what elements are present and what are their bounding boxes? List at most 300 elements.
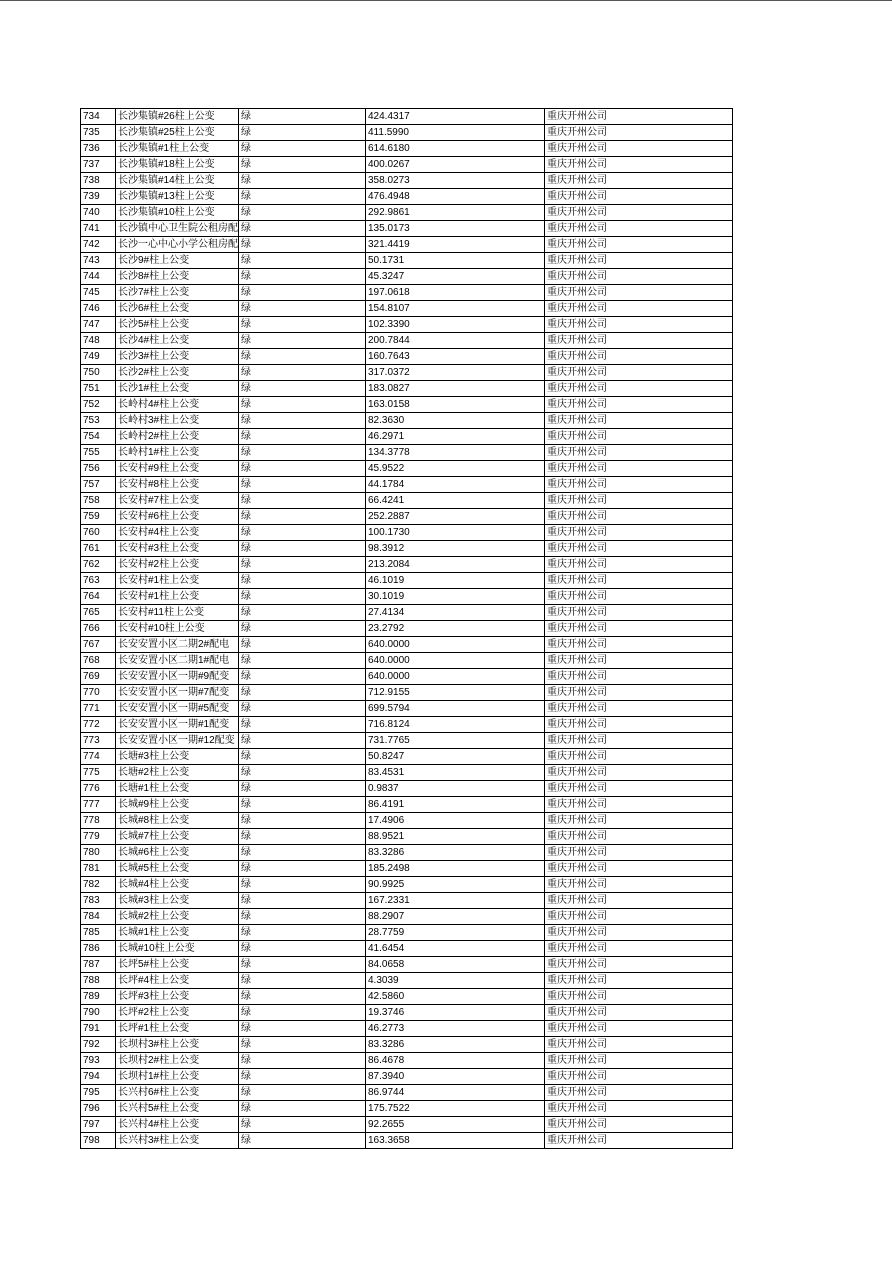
status-cell: 绿 (239, 781, 366, 797)
table-row (81, 285, 733, 301)
status-cell: 绿 (239, 525, 366, 541)
page-top-border (0, 0, 892, 1)
transformer-name-cell: 长安安置小区一期#9配变 (116, 669, 239, 685)
company-cell: 重庆开州公司 (545, 589, 733, 605)
table-row (81, 1101, 733, 1117)
row-number-cell: 770 (81, 685, 116, 701)
status-cell: 绿 (239, 621, 366, 637)
row-number-cell: 796 (81, 1101, 116, 1117)
row-number-cell: 768 (81, 653, 116, 669)
company-cell: 重庆开州公司 (545, 237, 733, 253)
table-row (81, 1037, 733, 1053)
value-cell: 102.3390 (366, 317, 545, 333)
status-cell: 绿 (239, 429, 366, 445)
table-row (81, 1133, 733, 1149)
status-cell: 绿 (239, 541, 366, 557)
value-cell: 163.3658 (366, 1133, 545, 1149)
value-cell: 183.0827 (366, 381, 545, 397)
table-row (81, 381, 733, 397)
company-cell: 重庆开州公司 (545, 205, 733, 221)
value-cell: 45.3247 (366, 269, 545, 285)
value-cell: 154.8107 (366, 301, 545, 317)
value-cell: 731.7765 (366, 733, 545, 749)
row-number-cell: 742 (81, 237, 116, 253)
value-cell: 45.9522 (366, 461, 545, 477)
value-cell: 476.4948 (366, 189, 545, 205)
row-number-cell: 791 (81, 1021, 116, 1037)
status-cell: 绿 (239, 333, 366, 349)
transformer-name-cell: 长沙6#柱上公变 (116, 301, 239, 317)
table-row (81, 781, 733, 797)
status-cell: 绿 (239, 893, 366, 909)
transformer-name-cell: 长城#5柱上公变 (116, 861, 239, 877)
transformer-name-cell: 长沙集镇#14柱上公变 (116, 173, 239, 189)
transformer-name-cell: 长沙5#柱上公变 (116, 317, 239, 333)
status-cell: 绿 (239, 589, 366, 605)
value-cell: 699.5794 (366, 701, 545, 717)
value-cell: 92.2655 (366, 1117, 545, 1133)
table-row (81, 1005, 733, 1021)
row-number-cell: 745 (81, 285, 116, 301)
table-row (81, 653, 733, 669)
company-cell: 重庆开州公司 (545, 349, 733, 365)
value-cell: 4.3039 (366, 973, 545, 989)
status-cell: 绿 (239, 141, 366, 157)
transformer-name-cell: 长沙镇中心卫生院公租房配 (116, 221, 239, 237)
status-cell: 绿 (239, 477, 366, 493)
row-number-cell: 748 (81, 333, 116, 349)
company-cell: 重庆开州公司 (545, 893, 733, 909)
table-row (81, 845, 733, 861)
status-cell: 绿 (239, 1021, 366, 1037)
company-cell: 重庆开州公司 (545, 173, 733, 189)
company-cell: 重庆开州公司 (545, 525, 733, 541)
transformer-name-cell: 长坪#1柱上公变 (116, 1021, 239, 1037)
transformer-name-cell: 长沙1#柱上公变 (116, 381, 239, 397)
value-cell: 88.9521 (366, 829, 545, 845)
value-cell: 27.4134 (366, 605, 545, 621)
company-cell: 重庆开州公司 (545, 1101, 733, 1117)
value-cell: 135.0173 (366, 221, 545, 237)
company-cell: 重庆开州公司 (545, 253, 733, 269)
table-row (81, 861, 733, 877)
row-number-cell: 756 (81, 461, 116, 477)
table-row (81, 333, 733, 349)
transformer-name-cell: 长安村#8柱上公变 (116, 477, 239, 493)
company-cell: 重庆开州公司 (545, 1005, 733, 1021)
company-cell: 重庆开州公司 (545, 797, 733, 813)
value-cell: 50.8247 (366, 749, 545, 765)
transformer-name-cell: 长兴村5#柱上公变 (116, 1101, 239, 1117)
transformer-name-cell: 长安安置小区二期1#配电 (116, 653, 239, 669)
data-table (80, 108, 733, 1149)
status-cell: 绿 (239, 669, 366, 685)
company-cell: 重庆开州公司 (545, 493, 733, 509)
table-row (81, 221, 733, 237)
transformer-name-cell: 长安村#4柱上公变 (116, 525, 239, 541)
transformer-name-cell: 长沙集镇#26柱上公变 (116, 109, 239, 125)
row-number-cell: 758 (81, 493, 116, 509)
value-cell: 83.3286 (366, 845, 545, 861)
table-row (81, 525, 733, 541)
status-cell: 绿 (239, 349, 366, 365)
company-cell: 重庆开州公司 (545, 653, 733, 669)
table-row (81, 125, 733, 141)
company-cell: 重庆开州公司 (545, 781, 733, 797)
transformer-name-cell: 长城#8柱上公变 (116, 813, 239, 829)
company-cell: 重庆开州公司 (545, 989, 733, 1005)
status-cell: 绿 (239, 557, 366, 573)
transformer-name-cell: 长安村#9柱上公变 (116, 461, 239, 477)
value-cell: 712.9155 (366, 685, 545, 701)
value-cell: 28.7759 (366, 925, 545, 941)
table-row (81, 349, 733, 365)
row-number-cell: 757 (81, 477, 116, 493)
table-row (81, 429, 733, 445)
company-cell: 重庆开州公司 (545, 1117, 733, 1133)
status-cell: 绿 (239, 653, 366, 669)
status-cell: 绿 (239, 605, 366, 621)
row-number-cell: 789 (81, 989, 116, 1005)
table-row (81, 445, 733, 461)
value-cell: 84.0658 (366, 957, 545, 973)
row-number-cell: 767 (81, 637, 116, 653)
value-cell: 42.5860 (366, 989, 545, 1005)
row-number-cell: 777 (81, 797, 116, 813)
table-row (81, 829, 733, 845)
transformer-name-cell: 长岭村4#柱上公变 (116, 397, 239, 413)
value-cell: 66.4241 (366, 493, 545, 509)
company-cell: 重庆开州公司 (545, 429, 733, 445)
table-row (81, 493, 733, 509)
table-row (81, 157, 733, 173)
table-row (81, 941, 733, 957)
transformer-name-cell: 长兴村6#柱上公变 (116, 1085, 239, 1101)
status-cell: 绿 (239, 1053, 366, 1069)
value-cell: 614.6180 (366, 141, 545, 157)
table-row (81, 1069, 733, 1085)
value-cell: 175.7522 (366, 1101, 545, 1117)
transformer-name-cell: 长岭村3#柱上公变 (116, 413, 239, 429)
transformer-name-cell: 长安安置小区一期#7配变 (116, 685, 239, 701)
table-row (81, 605, 733, 621)
company-cell: 重庆开州公司 (545, 269, 733, 285)
transformer-name-cell: 长安安置小区一期#1配变 (116, 717, 239, 733)
status-cell: 绿 (239, 221, 366, 237)
transformer-name-cell: 长兴村4#柱上公变 (116, 1117, 239, 1133)
row-number-cell: 780 (81, 845, 116, 861)
row-number-cell: 788 (81, 973, 116, 989)
table-row (81, 877, 733, 893)
row-number-cell: 783 (81, 893, 116, 909)
value-cell: 98.3912 (366, 541, 545, 557)
row-number-cell: 766 (81, 621, 116, 637)
row-number-cell: 795 (81, 1085, 116, 1101)
value-cell: 23.2792 (366, 621, 545, 637)
company-cell: 重庆开州公司 (545, 413, 733, 429)
value-cell: 292.9861 (366, 205, 545, 221)
value-cell: 82.3630 (366, 413, 545, 429)
status-cell: 绿 (239, 173, 366, 189)
table-row (81, 1085, 733, 1101)
transformer-name-cell: 长坪#4柱上公变 (116, 973, 239, 989)
company-cell: 重庆开州公司 (545, 541, 733, 557)
transformer-name-cell: 长安安置小区二期2#配电 (116, 637, 239, 653)
table-row (81, 365, 733, 381)
row-number-cell: 744 (81, 269, 116, 285)
table-row (81, 669, 733, 685)
status-cell: 绿 (239, 925, 366, 941)
transformer-name-cell: 长坪#3柱上公变 (116, 989, 239, 1005)
row-number-cell: 755 (81, 445, 116, 461)
table-row (81, 557, 733, 573)
row-number-cell: 772 (81, 717, 116, 733)
status-cell: 绿 (239, 1085, 366, 1101)
status-cell: 绿 (239, 269, 366, 285)
table-row (81, 813, 733, 829)
value-cell: 321.4419 (366, 237, 545, 253)
company-cell: 重庆开州公司 (545, 845, 733, 861)
value-cell: 167.2331 (366, 893, 545, 909)
company-cell: 重庆开州公司 (545, 637, 733, 653)
status-cell: 绿 (239, 157, 366, 173)
row-number-cell: 771 (81, 701, 116, 717)
table-row (81, 205, 733, 221)
row-number-cell: 751 (81, 381, 116, 397)
value-cell: 46.2773 (366, 1021, 545, 1037)
value-cell: 424.4317 (366, 109, 545, 125)
company-cell: 重庆开州公司 (545, 941, 733, 957)
transformer-name-cell: 长岭村1#柱上公变 (116, 445, 239, 461)
transformer-name-cell: 长安村#10柱上公变 (116, 621, 239, 637)
status-cell: 绿 (239, 461, 366, 477)
status-cell: 绿 (239, 381, 366, 397)
row-number-cell: 773 (81, 733, 116, 749)
transformer-name-cell: 长兴村3#柱上公变 (116, 1133, 239, 1149)
company-cell: 重庆开州公司 (545, 189, 733, 205)
status-cell: 绿 (239, 1117, 366, 1133)
transformer-name-cell: 长沙集镇#10柱上公变 (116, 205, 239, 221)
transformer-name-cell: 长沙集镇#13柱上公变 (116, 189, 239, 205)
company-cell: 重庆开州公司 (545, 445, 733, 461)
table-row (81, 269, 733, 285)
value-cell: 185.2498 (366, 861, 545, 877)
company-cell: 重庆开州公司 (545, 861, 733, 877)
table-row (81, 461, 733, 477)
value-cell: 160.7643 (366, 349, 545, 365)
status-cell: 绿 (239, 1005, 366, 1021)
status-cell: 绿 (239, 701, 366, 717)
row-number-cell: 749 (81, 349, 116, 365)
transformer-name-cell: 长城#7柱上公变 (116, 829, 239, 845)
row-number-cell: 775 (81, 765, 116, 781)
value-cell: 19.3746 (366, 1005, 545, 1021)
table-row (81, 141, 733, 157)
transformer-name-cell: 长沙集镇#1柱上公变 (116, 141, 239, 157)
row-number-cell: 779 (81, 829, 116, 845)
table-row (81, 173, 733, 189)
company-cell: 重庆开州公司 (545, 733, 733, 749)
status-cell: 绿 (239, 125, 366, 141)
row-number-cell: 752 (81, 397, 116, 413)
row-number-cell: 740 (81, 205, 116, 221)
table-row (81, 477, 733, 493)
row-number-cell: 739 (81, 189, 116, 205)
status-cell: 绿 (239, 205, 366, 221)
value-cell: 252.2887 (366, 509, 545, 525)
company-cell: 重庆开州公司 (545, 1053, 733, 1069)
value-cell: 86.9744 (366, 1085, 545, 1101)
table-row (81, 397, 733, 413)
status-cell: 绿 (239, 109, 366, 125)
company-cell: 重庆开州公司 (545, 301, 733, 317)
table-row (81, 717, 733, 733)
table-row (81, 893, 733, 909)
row-number-cell: 794 (81, 1069, 116, 1085)
table-row (81, 925, 733, 941)
status-cell: 绿 (239, 733, 366, 749)
value-cell: 213.2084 (366, 557, 545, 573)
transformer-name-cell: 长安安置小区一期#12配变 (116, 733, 239, 749)
value-cell: 100.1730 (366, 525, 545, 541)
transformer-name-cell: 长沙7#柱上公变 (116, 285, 239, 301)
transformer-name-cell: 长安村#3柱上公变 (116, 541, 239, 557)
status-cell: 绿 (239, 637, 366, 653)
value-cell: 0.9837 (366, 781, 545, 797)
table-row (81, 301, 733, 317)
company-cell: 重庆开州公司 (545, 1021, 733, 1037)
value-cell: 716.8124 (366, 717, 545, 733)
company-cell: 重庆开州公司 (545, 461, 733, 477)
company-cell: 重庆开州公司 (545, 509, 733, 525)
transformer-name-cell: 长岭村2#柱上公变 (116, 429, 239, 445)
table-row (81, 733, 733, 749)
company-cell: 重庆开州公司 (545, 125, 733, 141)
status-cell: 绿 (239, 717, 366, 733)
row-number-cell: 754 (81, 429, 116, 445)
transformer-name-cell: 长安村#2柱上公变 (116, 557, 239, 573)
company-cell: 重庆开州公司 (545, 557, 733, 573)
status-cell: 绿 (239, 957, 366, 973)
row-number-cell: 765 (81, 605, 116, 621)
transformer-name-cell: 长沙9#柱上公变 (116, 253, 239, 269)
value-cell: 90.9925 (366, 877, 545, 893)
transformer-name-cell: 长坝村1#柱上公变 (116, 1069, 239, 1085)
row-number-cell: 760 (81, 525, 116, 541)
status-cell: 绿 (239, 493, 366, 509)
status-cell: 绿 (239, 973, 366, 989)
row-number-cell: 762 (81, 557, 116, 573)
table-row (81, 765, 733, 781)
status-cell: 绿 (239, 1133, 366, 1149)
table-row (81, 109, 733, 125)
row-number-cell: 753 (81, 413, 116, 429)
table-row (81, 509, 733, 525)
value-cell: 41.6454 (366, 941, 545, 957)
row-number-cell: 781 (81, 861, 116, 877)
company-cell: 重庆开州公司 (545, 605, 733, 621)
company-cell: 重庆开州公司 (545, 877, 733, 893)
transformer-name-cell: 长安村#1柱上公变 (116, 589, 239, 605)
value-cell: 46.2971 (366, 429, 545, 445)
table-row (81, 1117, 733, 1133)
company-cell: 重庆开州公司 (545, 717, 733, 733)
company-cell: 重庆开州公司 (545, 477, 733, 493)
row-number-cell: 734 (81, 109, 116, 125)
status-cell: 绿 (239, 253, 366, 269)
row-number-cell: 747 (81, 317, 116, 333)
table-row (81, 189, 733, 205)
value-cell: 640.0000 (366, 653, 545, 669)
company-cell: 重庆开州公司 (545, 925, 733, 941)
table-row (81, 253, 733, 269)
status-cell: 绿 (239, 685, 366, 701)
status-cell: 绿 (239, 909, 366, 925)
row-number-cell: 750 (81, 365, 116, 381)
transformer-name-cell: 长安村#6柱上公变 (116, 509, 239, 525)
transformer-name-cell: 长沙8#柱上公变 (116, 269, 239, 285)
table-row (81, 317, 733, 333)
table-row (81, 589, 733, 605)
status-cell: 绿 (239, 829, 366, 845)
transformer-name-cell: 长沙集镇#25柱上公变 (116, 125, 239, 141)
transformer-name-cell: 长城#2柱上公变 (116, 909, 239, 925)
value-cell: 17.4906 (366, 813, 545, 829)
status-cell: 绿 (239, 861, 366, 877)
value-cell: 358.0273 (366, 173, 545, 189)
status-cell: 绿 (239, 845, 366, 861)
status-cell: 绿 (239, 573, 366, 589)
row-number-cell: 735 (81, 125, 116, 141)
transformer-name-cell: 长沙3#柱上公变 (116, 349, 239, 365)
company-cell: 重庆开州公司 (545, 333, 733, 349)
status-cell: 绿 (239, 301, 366, 317)
row-number-cell: 785 (81, 925, 116, 941)
value-cell: 200.7844 (366, 333, 545, 349)
status-cell: 绿 (239, 365, 366, 381)
company-cell: 重庆开州公司 (545, 701, 733, 717)
table-row (81, 1053, 733, 1069)
table-body (81, 109, 733, 1149)
value-cell: 411.5990 (366, 125, 545, 141)
status-cell: 绿 (239, 317, 366, 333)
row-number-cell: 782 (81, 877, 116, 893)
transformer-name-cell: 长安村#1柱上公变 (116, 573, 239, 589)
status-cell: 绿 (239, 941, 366, 957)
row-number-cell: 793 (81, 1053, 116, 1069)
row-number-cell: 763 (81, 573, 116, 589)
row-number-cell: 792 (81, 1037, 116, 1053)
value-cell: 400.0267 (366, 157, 545, 173)
status-cell: 绿 (239, 237, 366, 253)
row-number-cell: 769 (81, 669, 116, 685)
company-cell: 重庆开州公司 (545, 765, 733, 781)
status-cell: 绿 (239, 1101, 366, 1117)
transformer-name-cell: 长塘#3柱上公变 (116, 749, 239, 765)
row-number-cell: 741 (81, 221, 116, 237)
company-cell: 重庆开州公司 (545, 365, 733, 381)
transformer-name-cell: 长城#10柱上公变 (116, 941, 239, 957)
table-row (81, 541, 733, 557)
company-cell: 重庆开州公司 (545, 381, 733, 397)
row-number-cell: 778 (81, 813, 116, 829)
transformer-name-cell: 长沙一心中心小学公租房配 (116, 237, 239, 253)
status-cell: 绿 (239, 1037, 366, 1053)
transformer-name-cell: 长城#6柱上公变 (116, 845, 239, 861)
value-cell: 83.4531 (366, 765, 545, 781)
row-number-cell: 790 (81, 1005, 116, 1021)
row-number-cell: 798 (81, 1133, 116, 1149)
